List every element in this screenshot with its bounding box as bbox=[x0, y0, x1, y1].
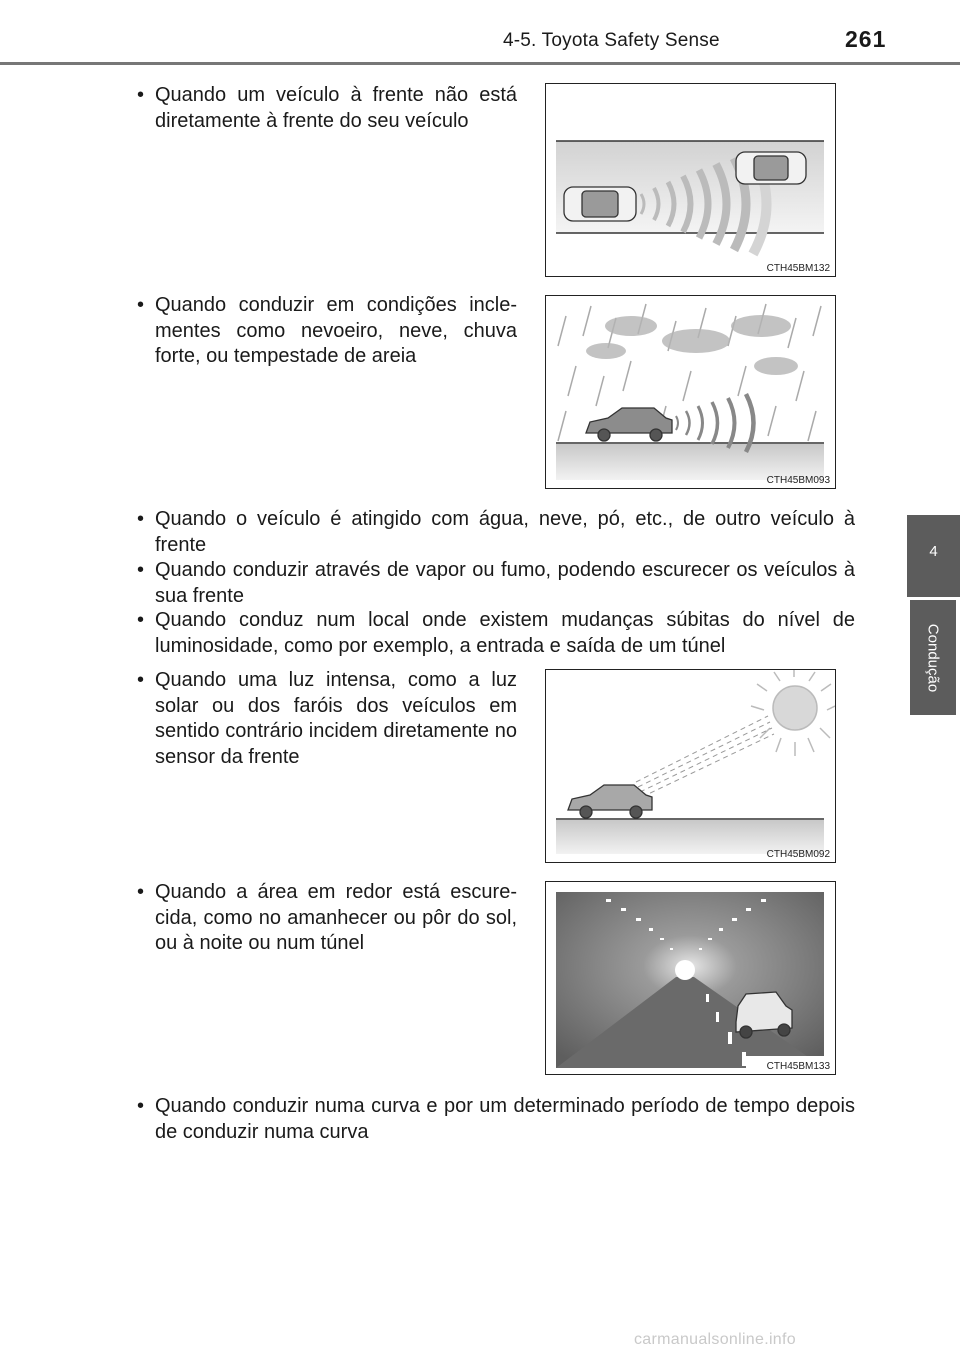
offset-vehicle-illustration bbox=[546, 84, 835, 276]
figure-caption: CTH45BM132 bbox=[766, 263, 830, 274]
figure-caption: CTH45BM092 bbox=[766, 849, 830, 860]
figure-tunnel bbox=[545, 881, 836, 1075]
figure-offset-vehicle bbox=[545, 83, 836, 277]
list-item: • Quando a área em redor está escure-cida, como no amanhecer ou pôr do sol, ou à noite ou num túnel bbox=[137, 881, 517, 954]
list-item: • Quando conduz num local onde existem mudanças súbitas do nível de luminosidade, como por exemplo, a entrada e saída de um túnel bbox=[137, 609, 855, 657]
page-number: 261 bbox=[845, 26, 887, 52]
chapter-number: 4 bbox=[929, 543, 938, 560]
figure-intense-light bbox=[545, 669, 836, 863]
intense-light-illustration bbox=[546, 670, 835, 862]
figure-bad-weather bbox=[545, 295, 836, 489]
chapter-tab[interactable] bbox=[907, 515, 960, 597]
chapter-label-tab[interactable] bbox=[910, 600, 956, 715]
figure-caption: CTH45BM093 bbox=[766, 475, 830, 486]
section-title: 4-5. Toyota Safety Sense bbox=[503, 30, 720, 51]
header-rule bbox=[0, 62, 960, 65]
list-item: • Quando uma luz intensa, como a luz solar ou dos faróis dos veículos em sentido contrário incidem diretamente no sensor da frente bbox=[137, 669, 517, 768]
list-item: • Quando conduzir em condições incle-mentes como nevoeiro, neve, chuva forte, ou tempestade de areia bbox=[137, 294, 517, 367]
tunnel-illustration bbox=[546, 882, 835, 1074]
bad-weather-illustration bbox=[546, 296, 835, 488]
watermark: carmanualsonline.info bbox=[634, 1331, 796, 1348]
list-item: • Quando conduzir através de vapor ou fumo, podendo escurecer os veículos à sua frente bbox=[137, 559, 855, 607]
list-item: • Quando o veículo é atingido com água, neve, pó, etc., de outro veículo à frente bbox=[137, 508, 855, 556]
figure-caption: CTH45BM133 bbox=[766, 1061, 830, 1072]
list-item: • Quando conduzir numa curva e por um determinado período de tempo depois de conduzir numa curva bbox=[137, 1095, 855, 1143]
list-item: • Quando um veículo à frente não está diretamente à frente do seu veículo bbox=[137, 84, 517, 132]
chapter-label: Condução bbox=[924, 623, 942, 692]
